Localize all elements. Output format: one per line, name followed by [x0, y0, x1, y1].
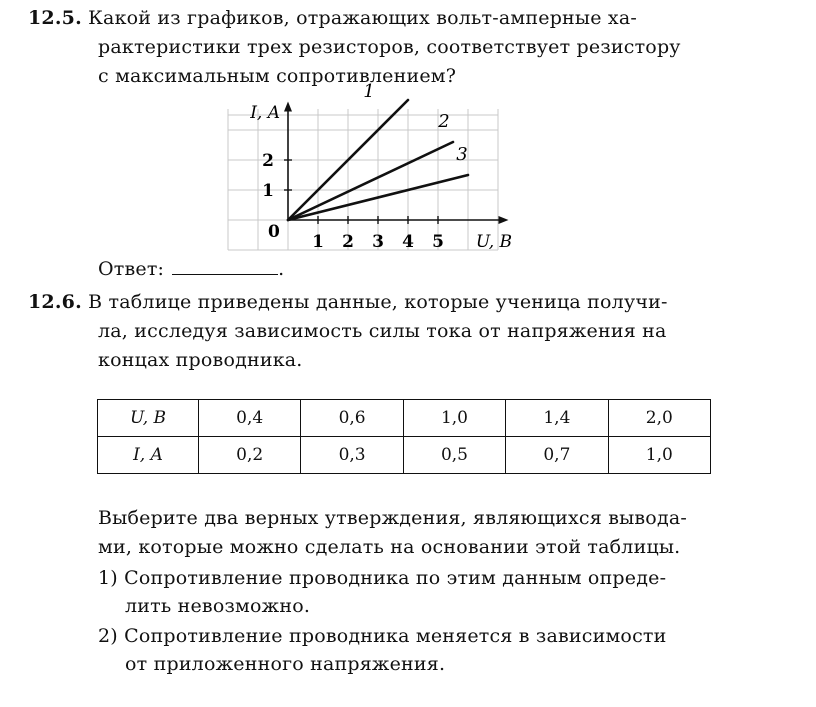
table-cell: 2,0: [608, 400, 710, 437]
option-1-text-1: Сопротивление проводника по этим данным опреде-: [124, 567, 667, 589]
table-cell: 0,2: [199, 437, 301, 474]
table-cell: 0,5: [403, 437, 505, 474]
problem-12-5-text-2: рактеристики трех резисторов, соответствует резистору: [98, 36, 681, 58]
x-tick-label: 1: [312, 232, 324, 252]
table-cell: 1,4: [506, 400, 608, 437]
y-axis-arrow: [284, 102, 292, 112]
answer-label: Ответ:: [98, 258, 165, 280]
table-cell: 0,6: [301, 400, 403, 437]
table-row-current: [98, 437, 711, 474]
option-1-number: 1): [98, 567, 118, 589]
x-tick-label: 2: [342, 232, 354, 252]
table-cell: 0,3: [301, 437, 403, 474]
table-cell: 0,4: [199, 400, 301, 437]
series-label-3: 3: [456, 144, 468, 165]
option-2-number: 2): [98, 625, 118, 647]
problem-12-6-line-1: [28, 288, 668, 317]
answer-line: [98, 255, 284, 284]
x-axis-label: U, B: [475, 232, 512, 252]
series-label-1: 1: [363, 81, 375, 102]
problem-12-5-text-3: с максимальным сопротивлением?: [98, 65, 457, 87]
problem-12-5-line-1: [28, 4, 637, 33]
table-cell: 0,7: [506, 437, 608, 474]
problem-12-6-text-1: В таблице приведены данные, которые ученица получи-: [88, 291, 668, 313]
instruction-text-2: ми, которые можно сделать на основании этой таблицы.: [98, 536, 681, 558]
problem-12-6-number: 12.6.: [28, 291, 82, 313]
y-axis-label: I, A: [250, 103, 280, 123]
x-tick-label: 4: [402, 232, 414, 252]
series-line-2: [288, 142, 453, 220]
problem-12-6-text-2: ла, исследуя зависимость силы тока от напряжения на: [98, 320, 667, 342]
data-table: [97, 399, 711, 474]
table-cell: 1,0: [403, 400, 505, 437]
option-1-line-1: [98, 564, 666, 593]
option-2-text-1: Сопротивление проводника меняется в зависимости: [124, 625, 667, 647]
problem-12-5-number: 12.5.: [28, 7, 82, 29]
y-tick-label: 2: [262, 151, 274, 171]
table-row-voltage: [98, 400, 711, 437]
y-tick-label: 1: [262, 181, 274, 201]
answer-blank[interactable]: [172, 256, 278, 275]
problem-12-6-text-3: концах проводника.: [98, 349, 303, 371]
x-axis-arrow: [499, 216, 509, 224]
answer-end: .: [278, 258, 285, 280]
problem-12-5-text-1: Какой из графиков, отражающих вольт-амперные ха-: [88, 7, 637, 29]
origin-label: 0: [268, 222, 280, 242]
table-row-header: I, A: [98, 437, 199, 474]
table-cell: 1,0: [608, 437, 710, 474]
option-2-text-2: от приложенного напряжения.: [125, 653, 446, 675]
option-2-line-1: [98, 622, 666, 651]
instruction-text-1: Выберите два верных утверждения, являющихся вывода-: [98, 507, 687, 529]
x-tick-label: 3: [372, 232, 384, 252]
series-label-2: 2: [438, 111, 450, 132]
table-row-header: U, B: [98, 400, 199, 437]
option-1-text-2: лить невозможно.: [125, 595, 311, 617]
x-tick-label: 5: [432, 232, 444, 252]
iv-chart: [226, 81, 526, 255]
